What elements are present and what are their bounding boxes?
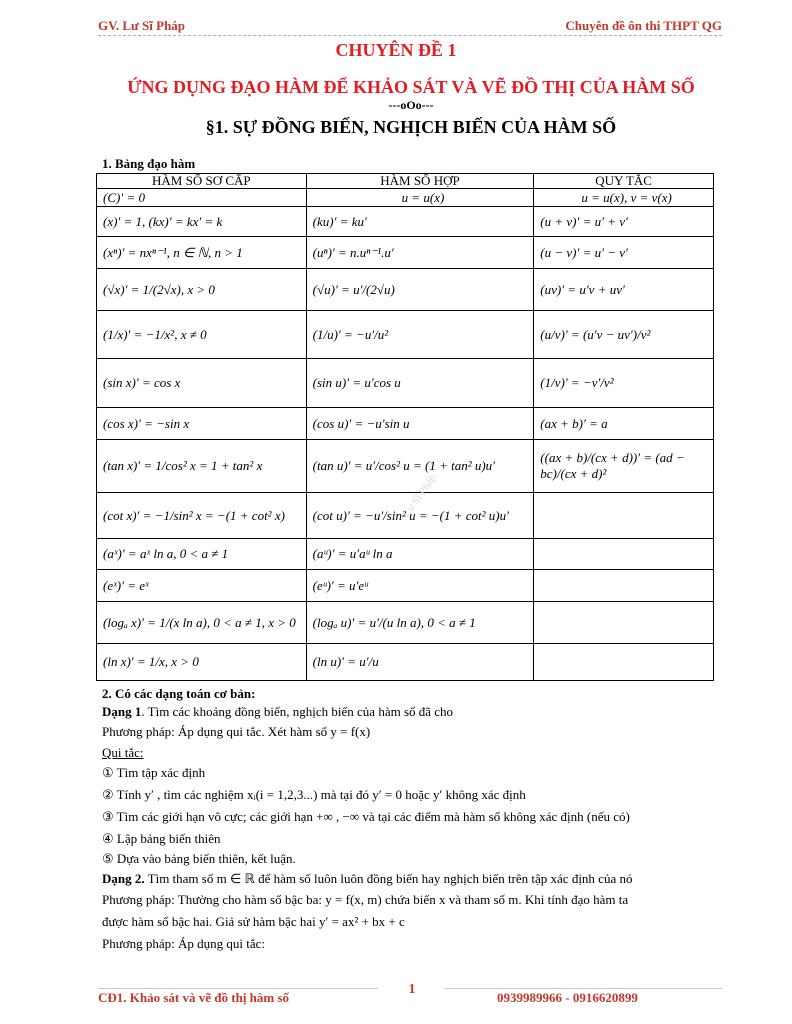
table-row — [97, 602, 714, 644]
table-cell: (C)′ = 0 — [97, 189, 307, 207]
dang2-label: Dạng 2. — [102, 871, 145, 886]
col-header-rules: QUY TẮC — [534, 174, 714, 189]
table-cell — [534, 539, 714, 570]
table-row — [97, 359, 714, 408]
footer-divider-right — [444, 988, 722, 989]
table-header-row — [97, 174, 714, 189]
dang2-method-line3: Phương pháp: Áp dụng qui tắc: — [102, 936, 266, 951]
header-author: GV. Lư Sĩ Pháp — [98, 18, 186, 33]
rule-step: ③ Tìm các giới hạn vô cực; các giới hạn +∞ , −∞ và tại các điểm mà hàm số không xác định (nếu có) — [102, 809, 630, 824]
table-cell: (√x)′ = 1/(2√x), x > 0 — [97, 269, 307, 311]
chapter-title: CHUYÊN ĐỀ 1 — [335, 40, 457, 60]
table-cell: (logₐ x)′ = 1/(x ln a), 0 < a ≠ 1, x > 0 — [97, 602, 307, 644]
section-basic-problems-heading: 2. Có các dạng toán cơ bản: — [102, 686, 256, 701]
table-cell: (eᵘ)′ = u′eᵘ — [306, 570, 534, 602]
table-cell — [534, 570, 714, 602]
table-cell: (sin x)′ = cos x — [97, 359, 307, 408]
table-cell: (u + v)′ = u′ + v′ — [534, 207, 714, 237]
page-number: 1 — [408, 982, 416, 997]
col-header-elementary: HÀM SỐ SƠ CẤP — [97, 174, 307, 189]
table-cell — [534, 602, 714, 644]
table-cell: ((ax + b)/(cx + d))′ = (ad − bc)/(cx + d)² — [534, 440, 714, 493]
table-cell: (logₐ u)′ = u′/(u ln a), 0 < a ≠ 1 — [306, 602, 534, 644]
table-cell — [534, 644, 714, 681]
rule-step: ④ Lập bảng biến thiên — [102, 831, 221, 846]
table-cell: (1/u)′ = −u′/u² — [306, 311, 534, 359]
table-cell: (cos x)′ = −sin x — [97, 408, 307, 440]
dang1-method: Phương pháp: Áp dụng qui tắc. Xét hàm số y = f(x) — [102, 724, 371, 739]
table-row — [97, 408, 714, 440]
table-cell: (tan u)′ = u′/cos² u = (1 + tan² u)u′ — [306, 440, 534, 493]
rule-heading: Qui tắc: — [102, 745, 144, 760]
section-derivative-table-heading: 1. Bảng đạo hàm — [102, 156, 196, 171]
title-ornament: ---oOo--- — [388, 98, 434, 112]
watermark: Lư Sĩ Pháp — [400, 472, 439, 520]
table-cell: (ku)′ = ku′ — [306, 207, 534, 237]
table-row — [97, 539, 714, 570]
table-cell: (cot u)′ = −u′/sin² u = −(1 + cot² u)u′ — [306, 493, 534, 539]
section-title: §1. SỰ ĐỒNG BIẾN, NGHỊCH BIẾN CỦA HÀM SỐ — [205, 117, 617, 137]
table-cell: (1/v)′ = −v′/v² — [534, 359, 714, 408]
table-cell: (ln x)′ = 1/x, x > 0 — [97, 644, 307, 681]
footer-chapter: CĐ1. Khảo sát và vẽ đồ thị hàm số — [98, 990, 290, 1005]
table-cell: (cot x)′ = −1/sin² x = −(1 + cot² x) — [97, 493, 307, 539]
table-cell: (uv)′ = u′v + uv′ — [534, 269, 714, 311]
table-row — [97, 570, 714, 602]
table-cell: (tan x)′ = 1/cos² x = 1 + tan² x — [97, 440, 307, 493]
col-header-composite: HÀM SỐ HỢP — [306, 174, 534, 189]
dang1-text: . Tìm các khoảng đồng biến, nghịch biến của hàm số đã cho — [141, 704, 454, 719]
derivative-table — [96, 173, 714, 681]
dang1-label: Dạng 1 — [102, 704, 142, 719]
table-cell: (eˣ)′ = eˣ — [97, 570, 307, 602]
header-subject: Chuyên đề ôn thi THPT QG — [565, 18, 722, 33]
table-cell: (u/v)′ = (u′v − uv′)/v² — [534, 311, 714, 359]
table-row — [97, 644, 714, 681]
dang2-paragraph — [102, 871, 632, 887]
table-cell: (x)′ = 1, (kx)′ = kx′ = k — [97, 207, 307, 237]
dang2-method-line2: được hàm số bậc hai. Giả sử hàm bậc hai y′ = ax² + bx + c — [102, 914, 405, 929]
table-cell: (1/x)′ = −1/x², x ≠ 0 — [97, 311, 307, 359]
dang2-method-line1: Phương pháp: Thường cho hàm số bậc ba: y = f(x, m) chứa biến x và tham số m. Khi tính đạo hàm ta — [102, 892, 629, 907]
table-cell — [534, 493, 714, 539]
table-row — [97, 189, 714, 207]
footer-divider-left — [98, 988, 378, 989]
table-cell: (xⁿ)′ = nxⁿ⁻¹, n ∈ ℕ, n > 1 — [97, 237, 307, 269]
page-header — [98, 16, 722, 36]
table-row — [97, 311, 714, 359]
table-row — [97, 440, 714, 493]
table-cell: u = u(x), v = v(x) — [534, 189, 714, 207]
table-cell: (aˣ)′ = aˣ ln a, 0 < a ≠ 1 — [97, 539, 307, 570]
dang1-paragraph — [102, 704, 453, 720]
table-row — [97, 207, 714, 237]
rule-step: ⑤ Dựa vào bảng biến thiên, kết luận. — [102, 851, 296, 866]
rule-step: ① Tìm tập xác định — [102, 765, 206, 780]
table-row — [97, 269, 714, 311]
dang2-text: Tìm tham số m ∈ ℝ để hàm số luôn luôn đồng biến hay nghịch biến trên tập xác định của nó — [144, 871, 633, 886]
table-cell: (ln u)′ = u′/u — [306, 644, 534, 681]
rule-step: ② Tính y′ , tìm các nghiệm xᵢ(i = 1,2,3...) mà tại đó y′ = 0 hoặc y′ không xác định — [102, 787, 526, 802]
table-cell: (cos u)′ = −u′sin u — [306, 408, 534, 440]
table-cell: (uⁿ)′ = n.uⁿ⁻¹.u′ — [306, 237, 534, 269]
footer-phone: 0939989966 - 0916620899 — [497, 990, 638, 1005]
table-cell: (u − v)′ = u′ − v′ — [534, 237, 714, 269]
table-cell: (sin u)′ = u′cos u — [306, 359, 534, 408]
table-row — [97, 237, 714, 269]
chapter-subtitle: ỨNG DỤNG ĐẠO HÀM ĐỂ KHẢO SÁT VÀ VẼ ĐỒ THỊ CỦA HÀM SỐ — [127, 77, 695, 97]
table-cell: (ax + b)′ = a — [534, 408, 714, 440]
table-cell: (aᵘ)′ = u′aᵘ ln a — [306, 539, 534, 570]
header-divider — [98, 35, 722, 36]
table-cell: u = u(x) — [306, 189, 534, 207]
table-cell: (√u)′ = u′/(2√u) — [306, 269, 534, 311]
